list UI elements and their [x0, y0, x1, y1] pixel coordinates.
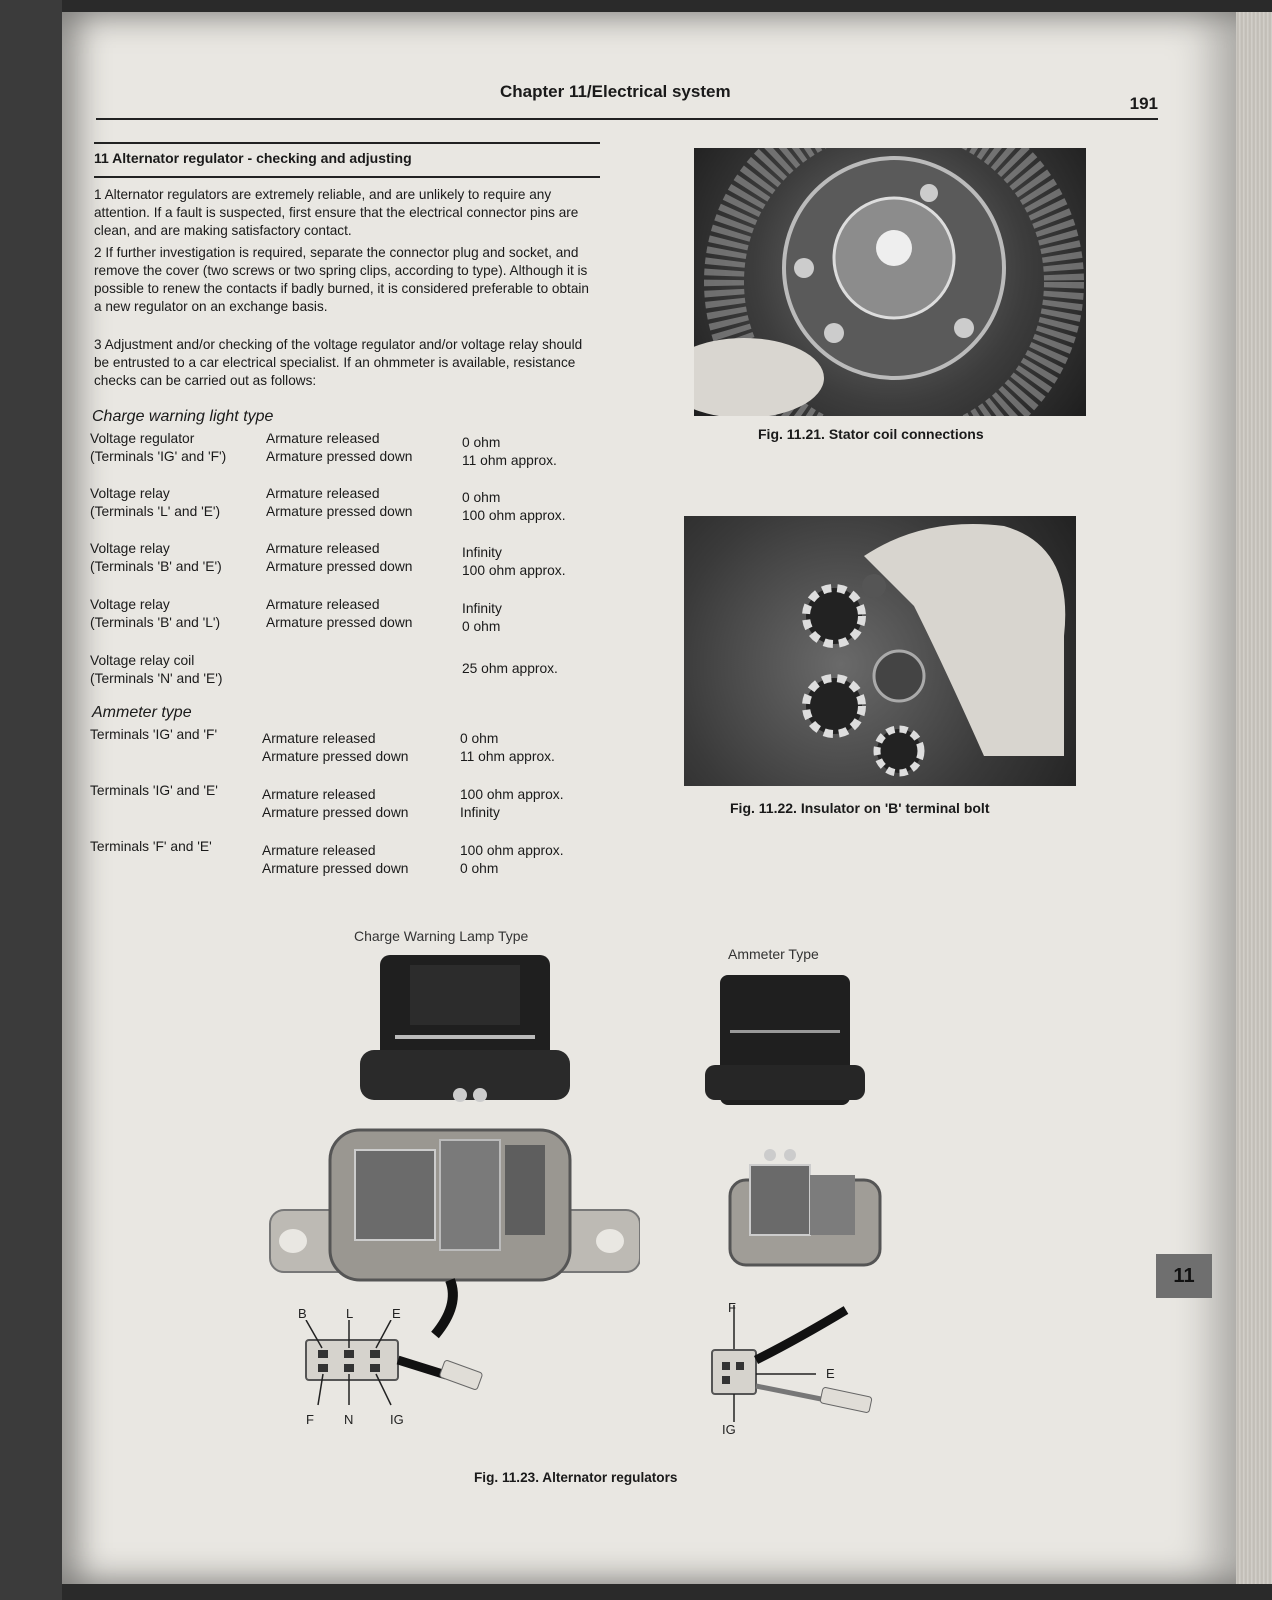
ammeter-regulator-photo [690, 970, 910, 1290]
resistance-value: 100 ohm approx. [462, 563, 566, 578]
charge-warning-connector [296, 1320, 496, 1410]
condition: Armature pressed down [266, 449, 413, 464]
ammeter-type-label: Ammeter Type [728, 946, 819, 962]
resistance-value: 11 ohm approx. [460, 749, 555, 764]
resistance-value: 0 ohm [460, 731, 499, 746]
component-name: Voltage relay [90, 486, 170, 501]
terminal-f-label: F [728, 1300, 736, 1315]
resistance-value: 100 ohm approx. [462, 508, 566, 523]
resistance-value: Infinity [462, 545, 502, 560]
section-rule-bottom [94, 176, 600, 178]
terminals-label: (Terminals 'B' and 'L') [90, 615, 221, 630]
condition: Armature released [266, 541, 380, 556]
component-name: Voltage relay coil [90, 653, 195, 668]
component-name: Voltage relay [90, 597, 170, 612]
charge-warning-heading: Charge warning light type [92, 408, 274, 425]
terminals-label: Terminals 'F' and 'E' [90, 839, 212, 854]
condition: Armature released [266, 431, 380, 446]
terminals-label: Terminals 'IG' and 'F' [90, 727, 218, 742]
condition: Armature pressed down [262, 749, 409, 764]
terminal-l-label: L [346, 1306, 354, 1321]
resistance-value: Infinity [460, 805, 500, 820]
component-name: Voltage regulator [90, 431, 195, 446]
ammeter-heading: Ammeter type [92, 704, 192, 721]
table-row [90, 596, 600, 636]
ammeter-connector [706, 1300, 906, 1430]
condition: Armature released [262, 787, 376, 802]
table-row [90, 540, 600, 580]
resistance-value: 100 ohm approx. [460, 843, 564, 858]
page-gutter-shadow [0, 0, 62, 1600]
resistance-value: 0 ohm [462, 490, 501, 505]
paragraph-3: 3 Adjustment and/or checking of the voltage regulator and/or voltage relay should be entrusted to a car electrical specialist. If an ohmmeter is available, resistance checks can be carried out as follows: [94, 337, 583, 388]
resistance-value: Infinity [462, 601, 502, 616]
resistance-value: 100 ohm approx. [460, 787, 564, 802]
resistance-value: 11 ohm approx. [462, 453, 557, 468]
paragraph-2: 2 If further investigation is required, separate the connector plug and socket, and remove the cover (two screws or two spring clips, according to type). Although it is possible to renew the contacts if badly burned, it is considered preferable to obtain a new regulator on an exchange basis. [94, 245, 589, 314]
terminals-label: (Terminals 'N' and 'E') [90, 671, 223, 686]
terminal-e-label: E [392, 1306, 401, 1321]
terminals-label: (Terminals 'B' and 'E') [90, 559, 222, 574]
fig-11-23-caption: Fig. 11.23. Alternator regulators [474, 1470, 678, 1485]
table-row [90, 726, 600, 766]
condition: Armature pressed down [266, 504, 413, 519]
table-row [90, 430, 600, 470]
section-rule-top [94, 142, 600, 144]
resistance-value: 0 ohm [462, 435, 501, 450]
condition: Armature pressed down [266, 615, 413, 630]
page-edge-stack [1236, 12, 1272, 1584]
condition: Armature pressed down [262, 805, 409, 820]
insulator-bolt-photo [684, 516, 1076, 786]
charge-warning-regulator-photo [260, 950, 640, 1350]
page-number: 191 [1129, 94, 1158, 113]
condition: Armature released [262, 843, 376, 858]
terminals-label: (Terminals 'L' and 'E') [90, 504, 221, 519]
stator-coil-photo [694, 148, 1086, 416]
condition: Armature released [266, 486, 380, 501]
terminal-ig-label: IG [722, 1422, 736, 1437]
condition: Armature released [266, 597, 380, 612]
terminal-n-label: N [344, 1412, 354, 1427]
paragraph-1: 1 Alternator regulators are extremely reliable, and are unlikely to require any attention. If a fault is suspected, first ensure that the electrical connector pins are clean, and are making satisfactory contact. [94, 187, 579, 238]
condition: Armature pressed down [262, 861, 409, 876]
terminal-f-label: F [306, 1412, 314, 1427]
resistance-value: 0 ohm [462, 619, 501, 634]
resistance-value: 0 ohm [460, 861, 499, 876]
fig-11-22-caption: Fig. 11.22. Insulator on 'B' terminal bolt [730, 800, 990, 816]
table-row [90, 838, 600, 878]
table-row [90, 485, 600, 525]
charge-warning-lamp-label: Charge Warning Lamp Type [354, 928, 529, 944]
fig-11-21-caption: Fig. 11.21. Stator coil connections [758, 426, 984, 442]
table-row [90, 782, 600, 822]
terminals-label: Terminals 'IG' and 'E' [90, 783, 218, 798]
table-row [90, 652, 600, 692]
condition: Armature pressed down [266, 559, 413, 574]
resistance-value: 25 ohm approx. [462, 661, 558, 676]
running-head [96, 78, 1158, 120]
condition: Armature released [262, 731, 376, 746]
chapter-title: Chapter 11/Electrical system [500, 82, 731, 101]
terminal-e-label: E [826, 1366, 835, 1381]
terminal-b-label: B [298, 1306, 307, 1321]
terminals-label: (Terminals 'IG' and 'F') [90, 449, 227, 464]
chapter-tab: 11 [1156, 1254, 1212, 1298]
terminal-ig-label: IG [390, 1412, 404, 1427]
section-title: 11 Alternator regulator - checking and adjusting [94, 150, 412, 166]
component-name: Voltage relay [90, 541, 170, 556]
